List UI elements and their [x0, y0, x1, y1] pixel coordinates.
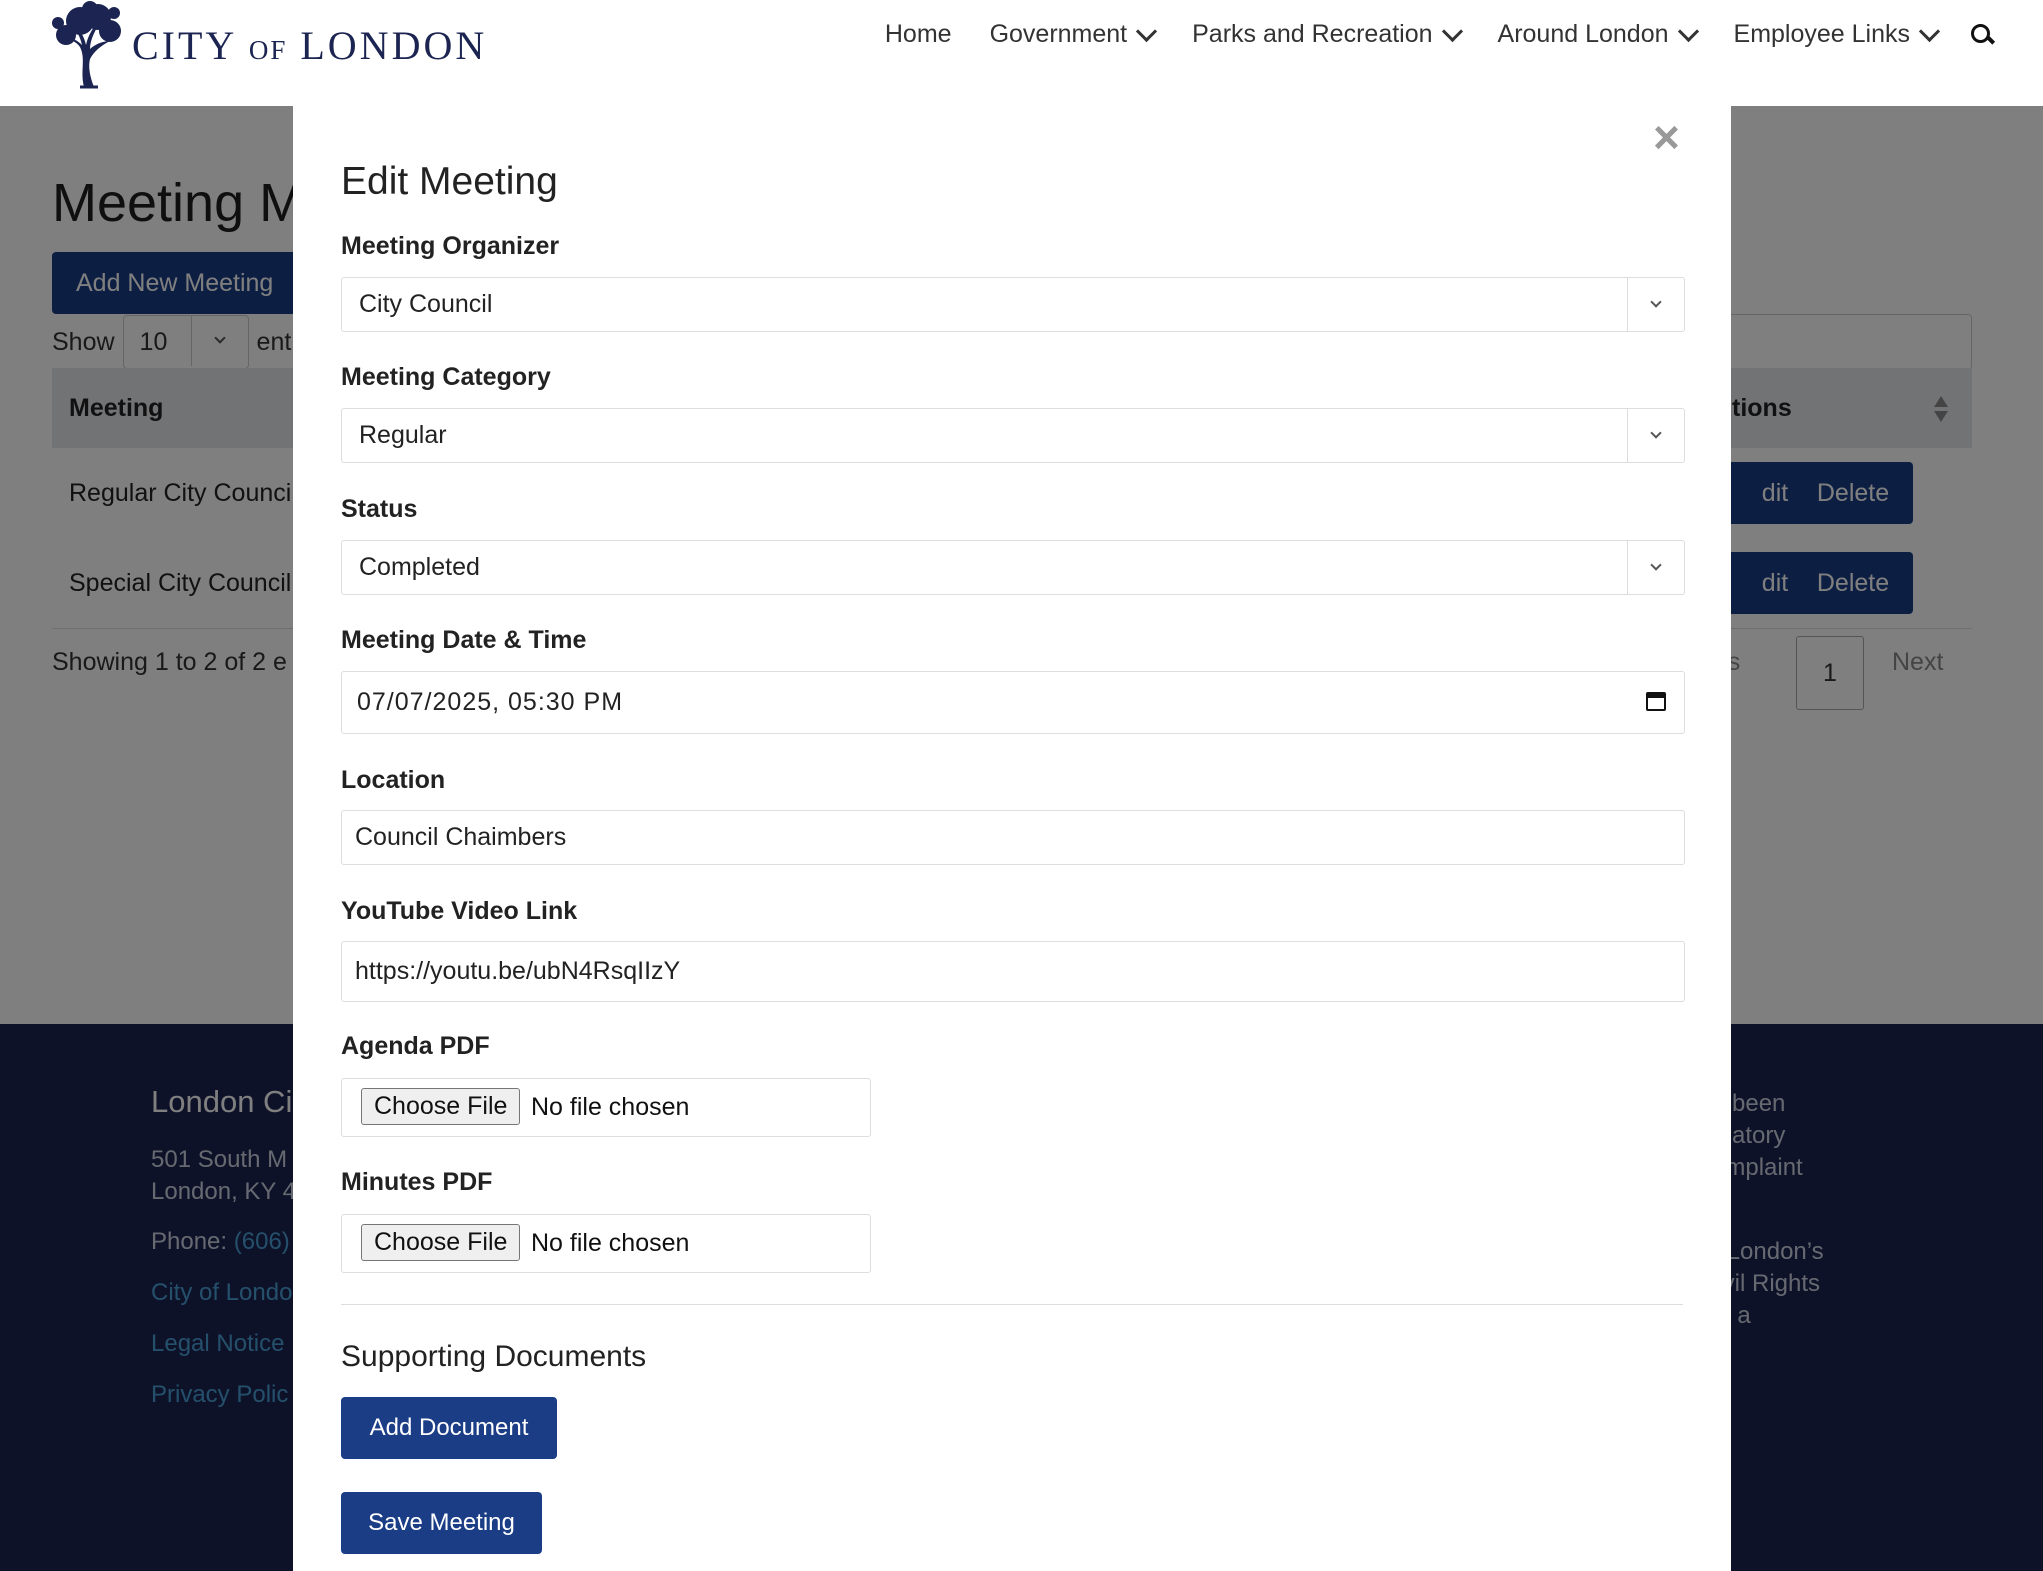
nav-government-label: Government: [989, 20, 1128, 48]
agenda-pdf-label: Agenda PDF: [341, 1032, 490, 1060]
logo-word-london: LONDON: [300, 22, 488, 68]
edit-meeting-modal: [293, 106, 1731, 1571]
tree-logo-icon: [50, 1, 126, 89]
chevron-down-icon: [1627, 409, 1684, 462]
chevron-down-icon: [1136, 21, 1157, 42]
status-label: Status: [341, 495, 418, 523]
main-nav: [847, 20, 1993, 49]
site-header: [0, 0, 2043, 106]
add-document-button[interactable]: Add Document: [341, 1397, 557, 1459]
nav-employee-links[interactable]: [1734, 20, 1937, 49]
youtube-label: YouTube Video Link: [341, 897, 578, 925]
nav-parks-label: Parks and Recreation: [1192, 20, 1433, 48]
location-label: Location: [341, 766, 446, 794]
nav-around-label: Around London: [1497, 20, 1669, 48]
chevron-down-icon: [1627, 541, 1684, 594]
chevron-down-icon: [1919, 21, 1940, 42]
location-input[interactable]: [341, 810, 1685, 865]
location-value: Council Chaimbers: [355, 823, 567, 851]
chevron-down-icon: [1677, 21, 1698, 42]
nav-around-london[interactable]: [1498, 20, 1696, 49]
nav-home[interactable]: [885, 20, 952, 49]
chevron-down-icon: [1627, 278, 1684, 331]
agenda-choose-file-button[interactable]: Choose File: [361, 1088, 520, 1125]
logo-wordmark: [132, 22, 487, 69]
youtube-link-value: https://youtu.be/ubN4RsqIIzY: [355, 957, 681, 985]
status-value: Completed: [359, 553, 480, 581]
category-label: Meeting Category: [341, 363, 551, 391]
chevron-down-icon: [1441, 21, 1462, 42]
organizer-value: City Council: [359, 290, 493, 318]
close-icon[interactable]: ×: [1653, 111, 1680, 163]
logo-word-of: OF: [248, 34, 288, 65]
nav-home-label: Home: [884, 20, 952, 48]
status-select[interactable]: [341, 540, 1685, 595]
datetime-input[interactable]: [341, 671, 1685, 734]
nav-parks-recreation[interactable]: [1192, 20, 1459, 49]
agenda-pdf-file-input: [341, 1078, 871, 1137]
category-select[interactable]: [341, 408, 1685, 463]
supporting-documents-heading: Supporting Documents: [341, 1340, 647, 1373]
organizer-label: Meeting Organizer: [341, 232, 560, 260]
minutes-choose-file-button[interactable]: Choose File: [361, 1224, 520, 1261]
section-divider: [341, 1304, 1683, 1305]
agenda-file-status: No file chosen: [531, 1093, 690, 1121]
city-logo[interactable]: [50, 0, 487, 90]
datetime-value: 07/07/2025, 05:30 PM: [357, 688, 624, 716]
minutes-pdf-label: Minutes PDF: [341, 1168, 493, 1196]
calendar-icon[interactable]: [1646, 692, 1666, 711]
nav-employee-label: Employee Links: [1733, 20, 1910, 48]
search-icon-handle: [1986, 35, 1995, 44]
logo-word-city: CITY: [132, 22, 236, 68]
nav-government[interactable]: [990, 20, 1155, 49]
category-value: Regular: [359, 421, 447, 449]
minutes-pdf-file-input: [341, 1214, 871, 1273]
youtube-link-input[interactable]: [341, 941, 1685, 1002]
search-icon[interactable]: [1971, 24, 1993, 46]
modal-title: Edit Meeting: [341, 160, 558, 203]
datetime-label: Meeting Date & Time: [341, 626, 587, 654]
save-meeting-button[interactable]: Save Meeting: [341, 1492, 542, 1554]
organizer-select[interactable]: [341, 277, 1685, 332]
minutes-file-status: No file chosen: [531, 1229, 690, 1257]
